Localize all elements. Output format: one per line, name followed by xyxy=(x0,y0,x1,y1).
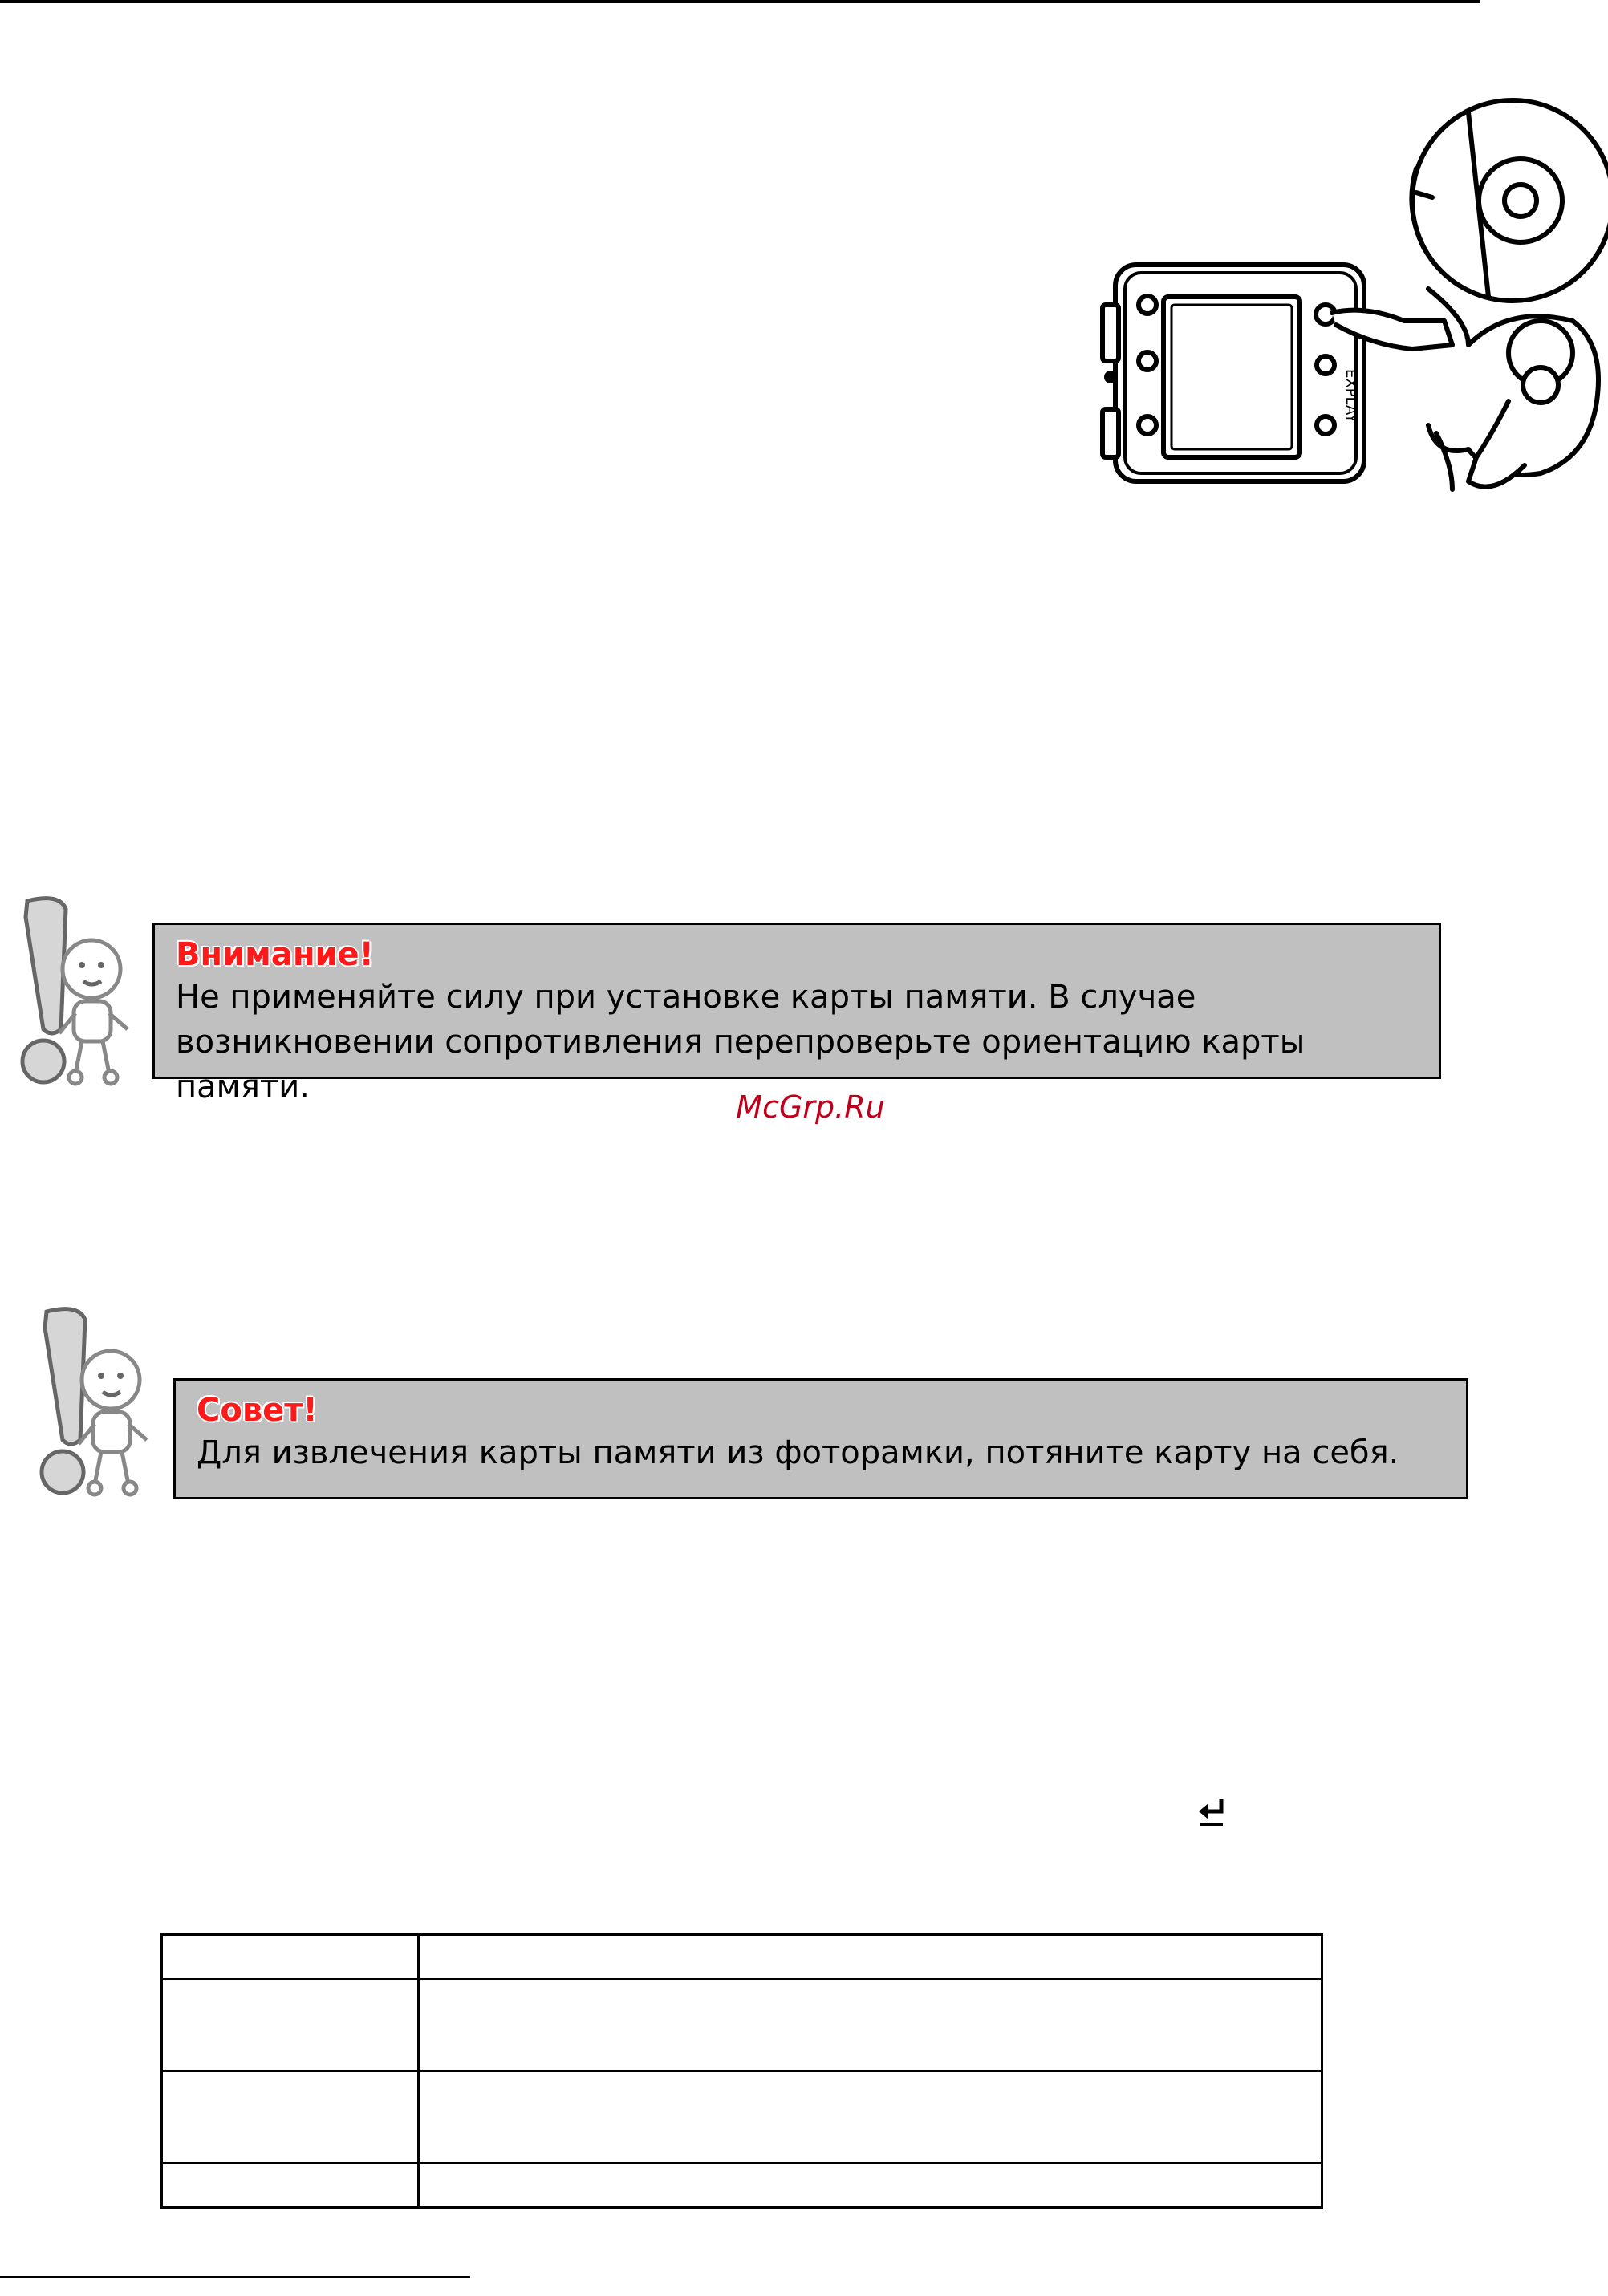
robot-with-device-illustration xyxy=(1091,80,1608,505)
table-cell xyxy=(162,2164,419,2208)
table-row xyxy=(162,2164,1322,2208)
watermark: McGrp.Ru xyxy=(736,1089,885,1125)
warning-text: Не применяйте силу при установке карты памяти. В случае возникновении сопротивления перепроверьте ориентацию карты памяти. xyxy=(176,979,1305,1105)
tip-text: Для извлечения карты памяти из фоторамки, потяните карту на себя. xyxy=(197,1434,1399,1471)
table-cell xyxy=(162,1935,419,1979)
table-row xyxy=(162,1979,1322,2071)
tip-title: Совет! xyxy=(197,1392,318,1429)
table-cell xyxy=(419,2164,1322,2208)
warning-note xyxy=(152,923,1441,1105)
table-cell xyxy=(419,1935,1322,1979)
footnote-rule xyxy=(0,2276,470,2278)
table-cell xyxy=(419,1979,1322,2071)
table-row xyxy=(162,1935,1322,1979)
return-enter-icon xyxy=(1196,1795,1228,1827)
table-cell xyxy=(419,2071,1322,2164)
exclamation-mascot-icon xyxy=(11,893,140,1093)
device-brand: EXPLAY xyxy=(1342,369,1359,423)
top-rule xyxy=(0,0,1480,3)
table-cell xyxy=(162,1979,419,2071)
warning-title: Внимание! xyxy=(176,936,374,973)
exclamation-mascot-icon xyxy=(30,1304,159,1504)
table-cell xyxy=(162,2071,419,2164)
table-row xyxy=(162,2071,1322,2164)
tip-note xyxy=(173,1378,1468,1499)
spec-table xyxy=(160,1933,1323,2209)
